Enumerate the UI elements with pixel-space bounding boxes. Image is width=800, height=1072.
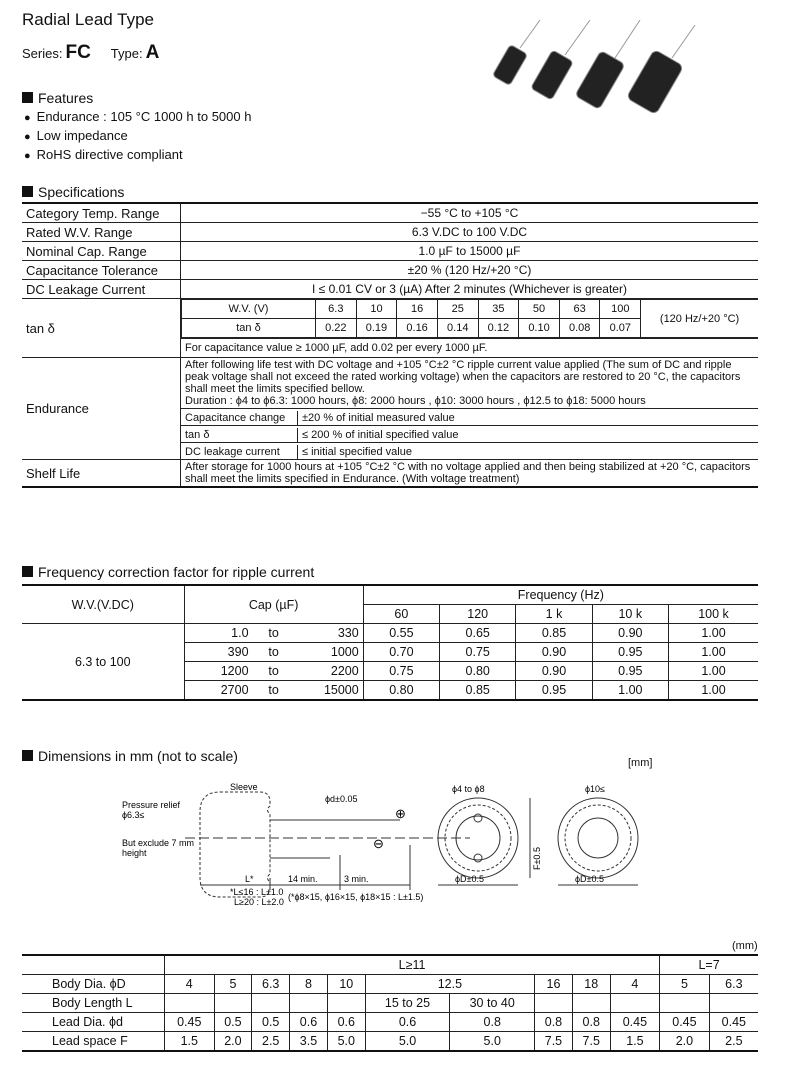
table-cell: 15 to 25 bbox=[365, 994, 450, 1013]
table-cell: 2.5 bbox=[709, 1032, 758, 1052]
table-cell: 0.45 bbox=[709, 1013, 758, 1032]
table-cell: 0.5 bbox=[214, 1013, 252, 1032]
table-cell: 1.5 bbox=[165, 1032, 215, 1052]
table-cell: tan δ bbox=[182, 319, 316, 338]
table-cell: 0.90 bbox=[516, 662, 592, 681]
spec-value: 6.3 V.DC to 100 V.DC bbox=[181, 223, 759, 242]
table-cell: 0.95 bbox=[516, 681, 592, 701]
table-cell: 0.80 bbox=[363, 681, 439, 701]
table-cell: 4 bbox=[165, 975, 215, 994]
column-header: W.V.(V.DC) bbox=[22, 585, 184, 624]
table-cell: 330 bbox=[295, 624, 364, 643]
table-cell: 2700 bbox=[184, 681, 253, 701]
column-header: 120 bbox=[440, 605, 516, 624]
table-cell bbox=[610, 994, 660, 1013]
table-cell: 0.8 bbox=[535, 1013, 573, 1032]
spec-label: Rated W.V. Range bbox=[22, 223, 181, 242]
spec-label: Nominal Cap. Range bbox=[22, 242, 181, 261]
column-group-header: L≥11 bbox=[165, 955, 660, 975]
table-row bbox=[22, 975, 758, 994]
table-row bbox=[22, 1032, 758, 1052]
table-cell: 35 bbox=[478, 300, 519, 319]
frequency-heading: Frequency correction factor for ripple current bbox=[22, 564, 314, 580]
table-cell: 0.6 bbox=[327, 1013, 365, 1032]
row-label: Lead space F bbox=[22, 1032, 165, 1052]
table-cell: 0.45 bbox=[165, 1013, 215, 1032]
spec-value: I ≤ 0.01 CV or 3 (µA) After 2 minutes (Whichever is greater) bbox=[181, 280, 759, 299]
capacitor-photo bbox=[490, 20, 700, 120]
table-cell: 16 bbox=[535, 975, 573, 994]
table-cell: 1.00 bbox=[668, 643, 758, 662]
table-cell bbox=[572, 994, 610, 1013]
endurance-item-value: ≤ 200 % of initial specified value bbox=[302, 428, 459, 441]
table-cell: to bbox=[253, 624, 295, 643]
table-cell: 0.65 bbox=[440, 624, 516, 643]
table-cell: 0.90 bbox=[592, 624, 668, 643]
table-row bbox=[22, 358, 758, 409]
table-cell: 0.08 bbox=[559, 319, 600, 338]
dia-10-label: ϕ10≤ bbox=[585, 784, 605, 794]
table-cell: 0.95 bbox=[592, 643, 668, 662]
table-row bbox=[22, 624, 758, 643]
length-note-3: (*ϕ8×15, ϕ16×15, ϕ18×15 : L±1.5) bbox=[288, 892, 424, 902]
tan-delta-table bbox=[181, 299, 758, 338]
table-cell bbox=[252, 994, 290, 1013]
feature-item: ● RoHS directive compliant bbox=[24, 146, 251, 165]
table-cell bbox=[290, 994, 328, 1013]
lead-space-tolerance: F±0.5 bbox=[532, 847, 542, 870]
table-cell: 5.0 bbox=[365, 1032, 450, 1052]
table-cell bbox=[327, 994, 365, 1013]
lead-tolerance: ϕd±0.05 bbox=[325, 794, 358, 804]
dia-4-8-label: ϕ4 to ϕ8 bbox=[452, 784, 485, 794]
table-cell: 0.75 bbox=[440, 643, 516, 662]
table-cell: 16 bbox=[397, 300, 438, 319]
column-group-header: L=7 bbox=[660, 955, 758, 975]
table-cell: 0.6 bbox=[365, 1013, 450, 1032]
frequency-table bbox=[22, 584, 758, 701]
table-cell: 0.8 bbox=[450, 1013, 535, 1032]
column-header: Frequency (Hz) bbox=[363, 585, 758, 605]
endurance-item bbox=[181, 426, 759, 443]
table-cell: 0.6 bbox=[290, 1013, 328, 1032]
table-cell: 1.0 bbox=[184, 624, 253, 643]
table-row bbox=[22, 299, 758, 339]
table-cell: (120 Hz/+20 °C) bbox=[641, 300, 758, 338]
endurance-item-value: ±20 % of initial measured value bbox=[302, 411, 455, 424]
column-header: 10 k bbox=[592, 605, 668, 624]
table-cell: 0.85 bbox=[516, 624, 592, 643]
exclude-label-2: height bbox=[122, 848, 147, 858]
table-cell: 5.0 bbox=[327, 1032, 365, 1052]
row-label: Lead Dia. ϕd bbox=[22, 1013, 165, 1032]
dim-table-unit: (mm) bbox=[732, 940, 758, 952]
row-label: Body Dia. ϕD bbox=[22, 975, 165, 994]
series-label: Series: bbox=[22, 46, 63, 61]
table-row bbox=[22, 585, 758, 605]
table-cell: 1000 bbox=[295, 643, 364, 662]
table-cell: to bbox=[253, 681, 295, 701]
spec-value: −55 °C to +105 °C bbox=[181, 203, 759, 223]
lead-min-14: 14 min. bbox=[288, 874, 318, 884]
endurance-item bbox=[181, 443, 759, 460]
sleeve-label: Sleeve bbox=[230, 782, 258, 792]
table-cell: 30 to 40 bbox=[450, 994, 535, 1013]
dimensions-heading: Dimensions in mm (not to scale) bbox=[22, 748, 238, 764]
table-cell: 1200 bbox=[184, 662, 253, 681]
table-row bbox=[22, 242, 758, 261]
type-label: Type: bbox=[110, 46, 143, 61]
table-cell: 15000 bbox=[295, 681, 364, 701]
table-cell: 0.12 bbox=[478, 319, 519, 338]
plus-icon: ⊕ bbox=[395, 806, 406, 821]
table-cell bbox=[660, 994, 710, 1013]
specifications-heading: Specifications bbox=[22, 184, 124, 200]
type-value: A bbox=[145, 42, 160, 63]
table-row bbox=[22, 955, 758, 975]
table-cell bbox=[165, 994, 215, 1013]
table-cell: 7.5 bbox=[535, 1032, 573, 1052]
dimension-drawing bbox=[100, 770, 700, 910]
spec-label: Category Temp. Range bbox=[22, 203, 181, 223]
table-cell: 2200 bbox=[295, 662, 364, 681]
specifications-table bbox=[22, 202, 758, 488]
column-header: 100 k bbox=[668, 605, 758, 624]
length-note-2: L≥20 : L±2.0 bbox=[234, 897, 284, 907]
exclude-label: But exclude 7 mm bbox=[122, 838, 195, 848]
table-cell bbox=[214, 994, 252, 1013]
tan-note: For capacitance value ≥ 1000 µF, add 0.02 per every 1000 µF. bbox=[181, 339, 759, 358]
spec-label: Endurance bbox=[22, 358, 181, 460]
endurance-item-label: tan δ bbox=[181, 428, 298, 442]
table-cell: 6.3 bbox=[316, 300, 357, 319]
column-header: 60 bbox=[363, 605, 439, 624]
table-cell: 4 bbox=[610, 975, 660, 994]
table-cell: 100 bbox=[600, 300, 641, 319]
table-cell: 0.90 bbox=[516, 643, 592, 662]
table-cell: 1.00 bbox=[592, 681, 668, 701]
table-cell: 5 bbox=[214, 975, 252, 994]
table-cell: 2.0 bbox=[214, 1032, 252, 1052]
table-cell: 18 bbox=[572, 975, 610, 994]
table-cell: 0.22 bbox=[316, 319, 357, 338]
endurance-duration: Duration : ϕ4 to ϕ6.3: 1000 hours, ϕ8: 2000 hours , ϕ10: 3000 hours , ϕ12.5 to ϕ18: 5000 hours bbox=[185, 395, 646, 407]
table-cell: 6.3 bbox=[709, 975, 758, 994]
page-title: Radial Lead Type bbox=[22, 10, 155, 29]
minus-icon: ⊖ bbox=[373, 836, 384, 851]
table-cell: W.V. (V) bbox=[182, 300, 316, 319]
table-cell: 0.8 bbox=[572, 1013, 610, 1032]
endurance-item-label: Capacitance change bbox=[181, 411, 298, 425]
table-row bbox=[22, 994, 758, 1013]
pressure-label: Pressure relief bbox=[122, 800, 181, 810]
length-label: L* bbox=[245, 874, 254, 884]
table-cell: 25 bbox=[437, 300, 478, 319]
table-cell: 0.16 bbox=[397, 319, 438, 338]
table-cell: 0.5 bbox=[252, 1013, 290, 1032]
table-row bbox=[182, 300, 759, 319]
feature-item: ● Low impedance bbox=[24, 127, 251, 146]
table-cell: 0.10 bbox=[519, 319, 560, 338]
table-cell: 5 bbox=[660, 975, 710, 994]
dia-tolerance-2: ϕD±0.5 bbox=[575, 874, 604, 884]
spec-label: Shelf Life bbox=[22, 460, 181, 488]
feature-item: ● Endurance : 105 °C 1000 h to 5000 h bbox=[24, 108, 251, 127]
series-value: FC bbox=[65, 42, 91, 63]
dia-tolerance: ϕD±0.5 bbox=[455, 874, 484, 884]
spec-label: tan δ bbox=[22, 299, 181, 358]
table-cell bbox=[535, 994, 573, 1013]
table-cell: 0.45 bbox=[610, 1013, 660, 1032]
table-row bbox=[22, 460, 758, 488]
table-cell: 10 bbox=[356, 300, 397, 319]
tan-delta-table-cell bbox=[181, 299, 759, 339]
dimensions-table bbox=[22, 954, 758, 1052]
dimensions-unit: [mm] bbox=[628, 757, 653, 769]
table-cell: 0.80 bbox=[440, 662, 516, 681]
length-note-1: *L≤16 : L±1.0 bbox=[230, 887, 284, 897]
table-cell: 12.5 bbox=[365, 975, 534, 994]
table-cell: 0.19 bbox=[356, 319, 397, 338]
endurance-item-value: ≤ initial specified value bbox=[302, 445, 412, 458]
table-cell: 1.00 bbox=[668, 662, 758, 681]
column-header: Cap (µF) bbox=[184, 585, 363, 624]
table-row bbox=[22, 261, 758, 280]
endurance-text bbox=[181, 358, 759, 409]
table-cell: 5.0 bbox=[450, 1032, 535, 1052]
features-list bbox=[24, 108, 251, 165]
table-row bbox=[22, 280, 758, 299]
table-cell bbox=[709, 994, 758, 1013]
table-cell: 0.07 bbox=[600, 319, 641, 338]
table-cell: 0.70 bbox=[363, 643, 439, 662]
table-cell: 0.85 bbox=[440, 681, 516, 701]
table-cell: 6.3 bbox=[252, 975, 290, 994]
endurance-item bbox=[181, 409, 759, 426]
table-cell: to bbox=[253, 643, 295, 662]
spec-label: DC Leakage Current bbox=[22, 280, 181, 299]
table-cell: 7.5 bbox=[572, 1032, 610, 1052]
table-cell: 0.45 bbox=[660, 1013, 710, 1032]
table-cell: 1.5 bbox=[610, 1032, 660, 1052]
table-cell: 8 bbox=[290, 975, 328, 994]
features-heading: Features bbox=[22, 90, 93, 106]
table-row bbox=[22, 223, 758, 242]
table-cell: 0.95 bbox=[592, 662, 668, 681]
table-row bbox=[22, 203, 758, 223]
table-cell: 10 bbox=[327, 975, 365, 994]
table-cell: 0.55 bbox=[363, 624, 439, 643]
table-cell: 3.5 bbox=[290, 1032, 328, 1052]
table-cell: 63 bbox=[559, 300, 600, 319]
table-cell: 1.00 bbox=[668, 681, 758, 701]
table-row bbox=[22, 1013, 758, 1032]
endurance-description: After following life test with DC voltage and +105 °C±2 °C ripple current value applied (The sum of DC and ripple peak voltage shall not exceed the rated working voltage) when the capacitors are restored to 20 °C, the capacitors shall meet the limits specified bellow. bbox=[185, 359, 741, 395]
spec-label: Capacitance Tolerance bbox=[22, 261, 181, 280]
lead-min-3: 3 min. bbox=[344, 874, 369, 884]
shelf-life-value: After storage for 1000 hours at +105 °C±2 °C with no voltage applied and then being stabilized at +20 °C, capacitors shall meet the limits specified in Endurance. (With voltage treatment) bbox=[181, 460, 759, 488]
spec-value: ±20 % (120 Hz/+20 °C) bbox=[181, 261, 759, 280]
table-cell: 2.0 bbox=[660, 1032, 710, 1052]
endurance-item-label: DC leakage current bbox=[181, 445, 298, 459]
series-type bbox=[22, 42, 179, 64]
spec-value: 1.0 µF to 15000 µF bbox=[181, 242, 759, 261]
pressure-value: ϕ6.3≤ bbox=[122, 810, 145, 820]
column-header: 1 k bbox=[516, 605, 592, 624]
table-cell: 0.14 bbox=[437, 319, 478, 338]
wv-cell: 6.3 to 100 bbox=[22, 624, 184, 701]
table-cell bbox=[22, 955, 165, 975]
table-cell: 0.75 bbox=[363, 662, 439, 681]
table-cell: 2.5 bbox=[252, 1032, 290, 1052]
table-cell: 50 bbox=[519, 300, 560, 319]
table-cell: to bbox=[253, 662, 295, 681]
table-cell: 1.00 bbox=[668, 624, 758, 643]
table-cell: 390 bbox=[184, 643, 253, 662]
row-label: Body Length L bbox=[22, 994, 165, 1013]
